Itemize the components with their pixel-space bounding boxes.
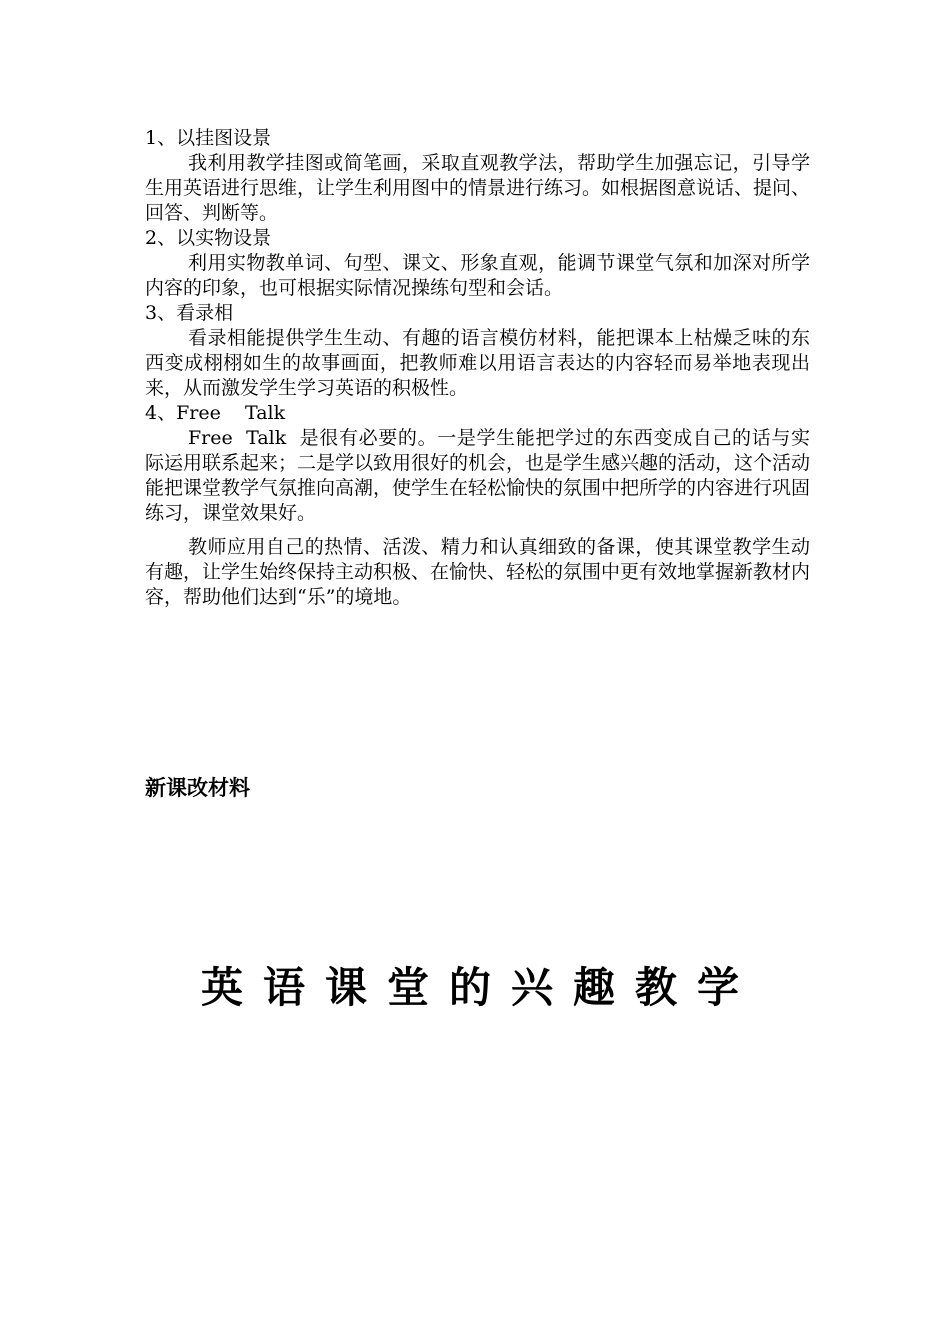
section-4-heading: 4、Free Talk	[145, 402, 286, 424]
section-2-heading: 2、以实物设景	[145, 227, 272, 249]
section-4-paragraph: Free Talk 是很有必要的。一是学生能把学过的东西变成自己的话与实际运用联系起来；二是学以致用很好的机会，也是学生感兴趣的活动，这个活动能把课堂教学气氛推向高潮，使学生在轻松愉快的氛围中把所学的内容进行巩固练习，课堂效果好。	[145, 427, 811, 524]
document-title: 英语课堂的兴趣教学	[200, 963, 759, 1012]
section-2-paragraph: 利用实物教单词、句型、课文、形象直观，能调节课堂气氛和加深对所学内容的印象，也可根据实际情况操练句型和会话。	[145, 252, 810, 299]
material-label: 新课改材料	[145, 776, 250, 800]
section-1-heading: 1、以挂图设景	[145, 127, 272, 149]
section-3-paragraph: 看录相能提供学生生动、有趣的语言模仿材料，能把课本上枯燥乏味的东西变成栩栩如生的故事画面，把教师难以用语言表达的内容轻而易举地表现出来，从而激发学生学习英语的积极性。	[145, 327, 810, 399]
section-1-paragraph: 我利用教学挂图或简笔画，采取直观教学法，帮助学生加强忘记，引导学生用英语进行思维，让学生利用图中的情景进行练习。如根据图意说话、提问、回答、判断等。	[145, 152, 811, 224]
section-3-heading: 3、看录相	[145, 302, 234, 324]
document-body	[145, 126, 810, 610]
closing-paragraph: 教师应用自己的热情、活泼、精力和认真细致的备课，使其课堂教学生动有趣，让学生始终保持主动积极、在愉快、轻松的氛围中更有效地掌握新教材内容，帮助他们达到“乐”的境地。	[145, 536, 811, 608]
paragraph-gap	[145, 526, 810, 535]
